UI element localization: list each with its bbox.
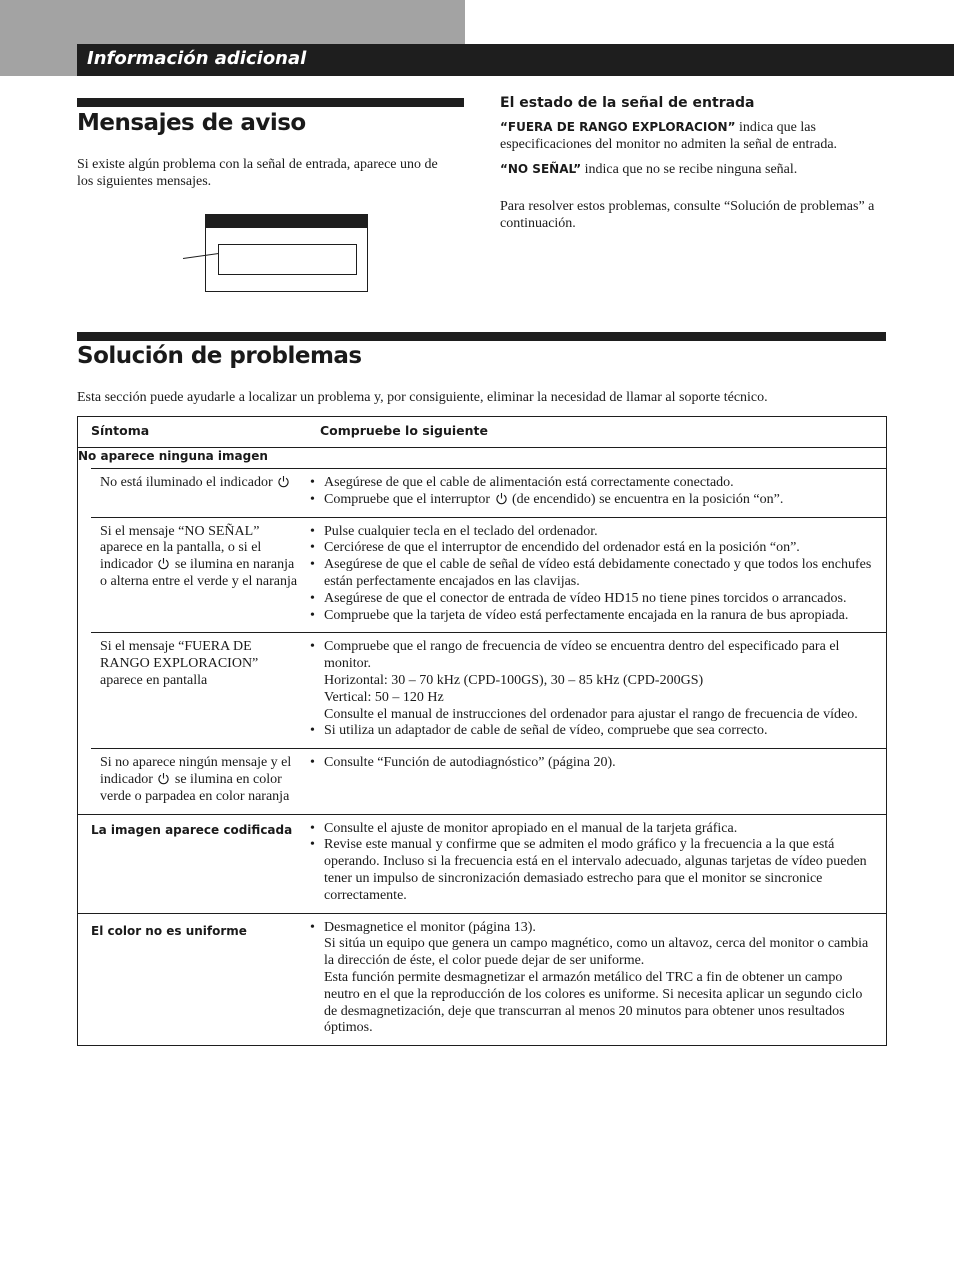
list-item: • Pulse cualquier tecla en el teclado del ordenador. [310,524,876,541]
power-icon [157,772,170,785]
list-item-text: Compruebe que el interruptor [324,491,494,507]
list-item-text: Consulte el manual de instrucciones del ordenador para ajustar el rango de frecuencia de vídeo. [324,706,858,722]
symptom-cell [91,749,306,814]
check-cell [306,749,887,814]
list-item: • Consulte “Función de autodiagnóstico” (página 20). [310,755,876,772]
out-of-range-label: “FUERA DE RANGO EXPLORACION” [500,120,736,134]
warning-message-illustration [205,214,368,292]
heading-rule [77,98,464,107]
list-item-text: (de encendido) se encuentra en la posición “on”. [508,491,784,507]
category-no-image: No aparece ninguna imagen [78,449,268,463]
heading-rule [77,332,886,341]
resolve-note: Para resolver estos problemas, consulte “Solución de problemas” a continuación. [500,199,875,231]
check-cell [306,517,887,633]
power-icon [495,492,508,505]
power-icon [157,557,170,570]
column-header-check: Compruebe lo siguiente [320,423,488,439]
symptom-cell: Si el mensaje “FUERA DE RANGO EXPLORACION” aparece en pantalla [91,633,306,749]
check-cell [306,469,887,518]
table-row [78,517,887,633]
table-row [78,814,887,913]
warning-intro: Si existe algún problema con la señal de entrada, aparece uno de los siguientes mensajes. [77,157,438,189]
list-item [310,492,876,509]
troubleshooting-table [77,416,887,1046]
category-scrambled-image: La imagen aparece codificada [91,822,293,837]
vertical-range: Vertical: 50 – 120 Hz [324,689,444,705]
troubleshoot-title: Solución de problemas [77,343,362,369]
list-item [310,920,876,1038]
no-signal-label: “NO SEÑAL” [500,162,582,176]
table-header-row [78,417,887,448]
list-item: • Revise este manual y confirme que se admiten el modo gráfico y la frecuencia a la que está operando. Incluso si la frecuencia está en el intervalo adecuado, algunas tarjetas de vídeo pueden tener un impulso de sincronización demasiado estrecho para que el monitor se sincronice correctamente. [310,837,876,904]
symptom-cell [91,469,306,518]
list-item-text: • Compruebe que el rango de frecuencia de vídeo se encuentra dentro del especificado para el monitor. [324,639,840,672]
category-color-not-uniform: El color no es uniforme [91,923,247,938]
out-of-range-description [500,119,890,153]
list-item-text: Si sitúa un equipo que genera un campo magnético, como un altavoz, cerca del monitor o cambia la dirección de éste, el color puede dejar de ser uniforme. [324,936,869,969]
list-item-text: Esta función permite desmagnetizar el armazón metálico del TRC a fin de obtener un campo neutro en el que la reproducción de los colores es uniforme. Si necesita aplicar un segundo ciclo de desmagnetización, deje que transcurran al menos 20 minutos para obtener unos resultados óptimos. [324,969,863,1036]
list-item: • Si utiliza un adaptador de cable de señal de vídeo, compruebe que sea correcto. [310,723,876,740]
check-cell [306,633,887,749]
message-title-bar [206,215,367,228]
table-row [78,749,887,814]
symptom-text: Si no aparece ningún mensaje y el indicador [100,755,292,787]
out-of-range-text: indica que las especificaciones del monitor no admiten la señal de entrada. [500,120,838,152]
no-signal-text: indica que no se recibe ninguna señal. [581,162,798,177]
table-row [78,633,887,749]
category-row [78,448,887,469]
list-item: • Consulte el ajuste de monitor apropiado en el manual de la tarjeta gráfica. [310,821,876,838]
signal-state-heading: El estado de la señal de entrada [500,95,755,111]
list-item: • Cerciórese de que el interruptor de encendido del ordenador está en la posición “on”. [310,540,876,557]
list-item: • Asegúrese de que el conector de entrada de vídeo HD15 no tiene pines torcidos o arrancados. [310,591,876,608]
no-signal-description [500,161,890,178]
list-item: • Asegúrese de que el cable de alimentación está correctamente conectado. [310,475,876,492]
list-item: • Compruebe que la tarjeta de vídeo está perfectamente encajada en la ranura de bus apropiada. [310,608,876,625]
table-row [78,913,887,1046]
section-header-bar [77,44,954,76]
warning-title: Mensajes de aviso [77,110,306,136]
check-cell [306,814,887,913]
symptom-text: se ilumina en color verde o parpadea en color naranja [100,771,290,804]
column-header-symptom: Síntoma [91,423,150,439]
troubleshoot-intro: Esta sección puede ayudarle a localizar un problema y, por consiguiente, eliminar la necesidad de llamar al soporte técnico. [77,390,768,405]
list-item [310,639,876,723]
message-text-field [218,244,357,275]
table-row [78,469,887,518]
power-icon [277,475,290,488]
symptom-text: Si el mensaje “NO SEÑAL” aparece en la pantalla, o si el indicador [100,523,262,573]
symptom-text: se ilumina en naranja o alterna entre el verde y el naranja [100,557,298,589]
horizontal-range: Horizontal: 30 – 70 kHz (CPD-100GS), 30 – 85 kHz (CPD-200GS) [324,672,704,688]
list-item-text: • Desmagnetice el monitor (página 13). [324,919,536,935]
check-cell [306,913,887,1046]
section-title: Información adicional [87,48,307,69]
symptom-text: No está iluminado el indicador [100,475,277,490]
symptom-cell [91,517,306,633]
list-item: • Asegúrese de que el cable de señal de vídeo está debidamente conectado y que todos los enchufes están perfectamente encajados en las clavijas. [310,557,876,591]
